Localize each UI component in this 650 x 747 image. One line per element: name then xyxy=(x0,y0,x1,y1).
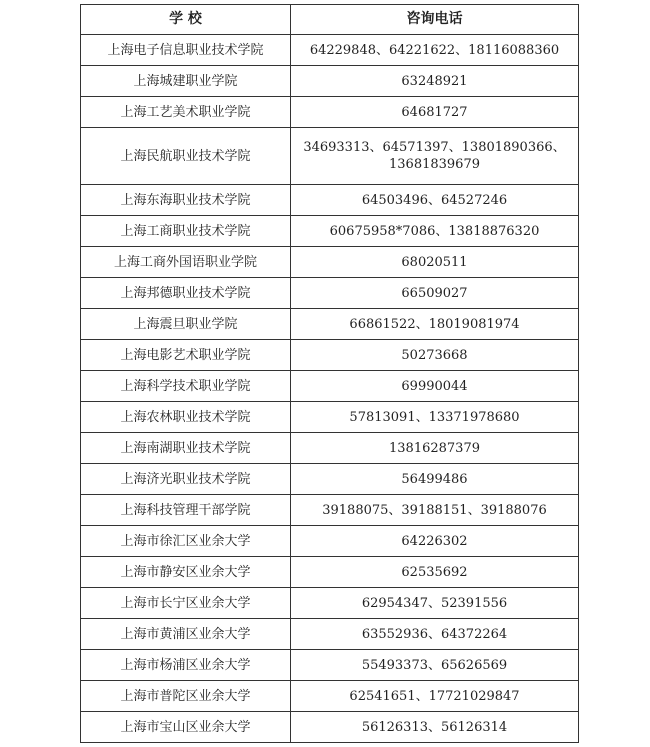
school-name-cell: 上海南湖职业技术学院 xyxy=(81,433,291,464)
phone-cell: 62541651、17721029847 xyxy=(291,681,579,712)
phone-cell: 66861522、18019081974 xyxy=(291,309,579,340)
phone-cell: 62954347、52391556 xyxy=(291,588,579,619)
school-name-cell: 上海市徐汇区业余大学 xyxy=(81,526,291,557)
table-body xyxy=(81,35,579,743)
table-row xyxy=(81,433,579,464)
school-column-header: 学 校 xyxy=(81,5,291,35)
school-name-cell: 上海科学技术职业学院 xyxy=(81,371,291,402)
table-row xyxy=(81,309,579,340)
table-row xyxy=(81,66,579,97)
table-row xyxy=(81,35,579,66)
table-row xyxy=(81,97,579,128)
table-row xyxy=(81,340,579,371)
phone-cell: 69990044 xyxy=(291,371,579,402)
table-row xyxy=(81,495,579,526)
phone-cell: 62535692 xyxy=(291,557,579,588)
table-row xyxy=(81,712,579,743)
table-row xyxy=(81,128,579,185)
school-name-cell: 上海市宝山区业余大学 xyxy=(81,712,291,743)
phone-cell: 57813091、13371978680 xyxy=(291,402,579,433)
phone-cell: 63248921 xyxy=(291,66,579,97)
phone-cell: 64229848、64221622、18116088360 xyxy=(291,35,579,66)
phone-cell: 56499486 xyxy=(291,464,579,495)
table-row xyxy=(81,216,579,247)
table-row xyxy=(81,526,579,557)
phone-cell: 64681727 xyxy=(291,97,579,128)
school-name-cell: 上海市静安区业余大学 xyxy=(81,557,291,588)
school-name-cell: 上海市普陀区业余大学 xyxy=(81,681,291,712)
school-name-cell: 上海电子信息职业技术学院 xyxy=(81,35,291,66)
table-row xyxy=(81,278,579,309)
phone-column-header: 咨询电话 xyxy=(291,5,579,35)
school-name-cell: 上海震旦职业学院 xyxy=(81,309,291,340)
school-name-cell: 上海济光职业技术学院 xyxy=(81,464,291,495)
table-row xyxy=(81,681,579,712)
school-name-cell: 上海农林职业技术学院 xyxy=(81,402,291,433)
school-name-cell: 上海民航职业技术学院 xyxy=(81,128,291,185)
school-name-cell: 上海市长宁区业余大学 xyxy=(81,588,291,619)
school-name-cell: 上海工商外国语职业学院 xyxy=(81,247,291,278)
phone-cell: 39188075、39188151、39188076 xyxy=(291,495,579,526)
school-name-cell: 上海东海职业技术学院 xyxy=(81,185,291,216)
table-row xyxy=(81,619,579,650)
phone-cell: 55493373、65626569 xyxy=(291,650,579,681)
school-name-cell: 上海工艺美术职业学院 xyxy=(81,97,291,128)
table-row xyxy=(81,588,579,619)
table-row xyxy=(81,650,579,681)
table-row xyxy=(81,402,579,433)
phone-cell: 64503496、64527246 xyxy=(291,185,579,216)
phone-cell: 68020511 xyxy=(291,247,579,278)
phone-cell: 34693313、64571397、13801890366、13681839679 xyxy=(291,128,579,185)
table-row xyxy=(81,557,579,588)
school-name-cell: 上海城建职业学院 xyxy=(81,66,291,97)
school-name-cell: 上海科技管理干部学院 xyxy=(81,495,291,526)
header-row xyxy=(81,5,579,35)
table-row xyxy=(81,185,579,216)
table-row xyxy=(81,247,579,278)
table-row xyxy=(81,464,579,495)
school-name-cell: 上海邦德职业技术学院 xyxy=(81,278,291,309)
phone-cell: 56126313、56126314 xyxy=(291,712,579,743)
phone-cell: 60675958*7086、13818876320 xyxy=(291,216,579,247)
phone-cell: 63552936、64372264 xyxy=(291,619,579,650)
phone-cell: 66509027 xyxy=(291,278,579,309)
school-name-cell: 上海市杨浦区业余大学 xyxy=(81,650,291,681)
school-phone-table xyxy=(80,4,579,743)
phone-cell: 64226302 xyxy=(291,526,579,557)
phone-cell: 50273668 xyxy=(291,340,579,371)
school-name-cell: 上海电影艺术职业学院 xyxy=(81,340,291,371)
school-name-cell: 上海工商职业技术学院 xyxy=(81,216,291,247)
table-row xyxy=(81,371,579,402)
phone-cell: 13816287379 xyxy=(291,433,579,464)
school-name-cell: 上海市黄浦区业余大学 xyxy=(81,619,291,650)
